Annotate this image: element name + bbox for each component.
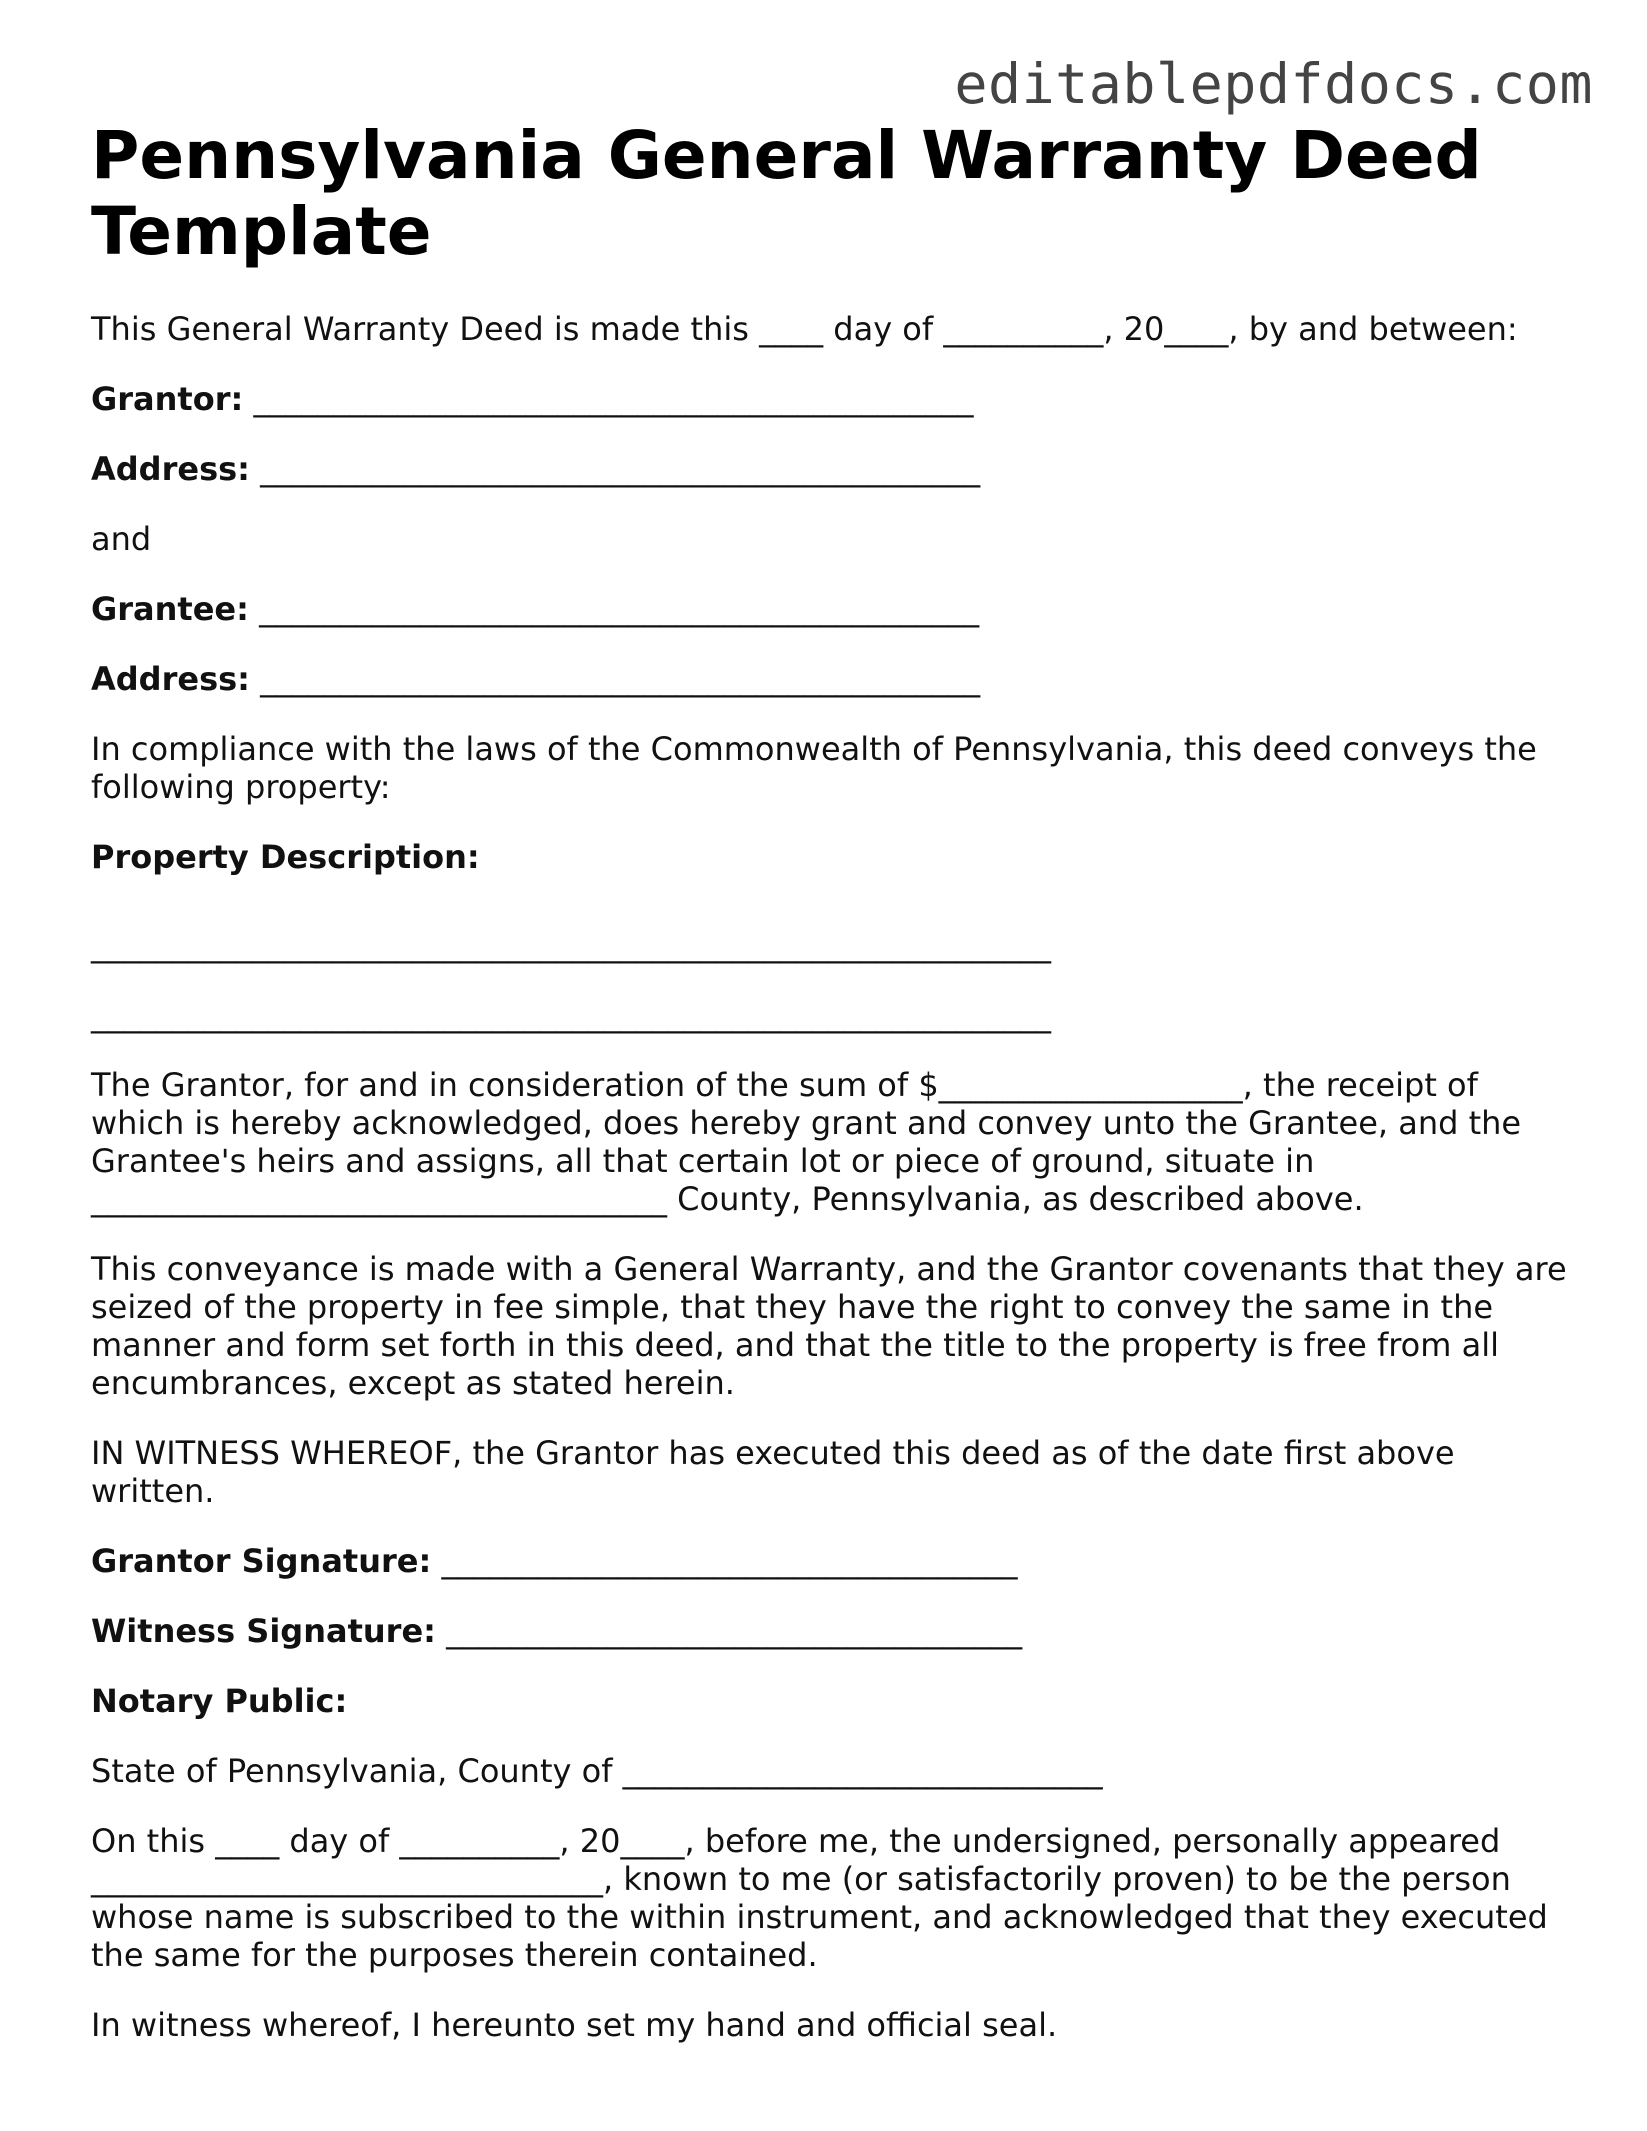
grantor-label: Grantor:: [91, 380, 244, 418]
intro-paragraph: This General Warranty Deed is made this ____ day of __________, 20____, by and between:: [91, 310, 1518, 348]
notary-label: Notary Public:: [91, 1682, 348, 1720]
witness-signature-field: [91, 1612, 1581, 1650]
property-line-1[interactable]: ____________________________________________________________: [91, 926, 1051, 964]
grantee-address-field: [91, 660, 1581, 698]
notary-seal-paragraph: In witness whereof, I hereunto set my hand and official seal.: [91, 2006, 1058, 2044]
grantor-address-label: Address:: [91, 450, 250, 488]
property-description-label: Property Description:: [91, 838, 480, 876]
document-title: Pennsylvania General Warranty Deed Template: [91, 117, 1482, 270]
and-text: and: [91, 520, 152, 558]
witness-whereof-paragraph: IN WITNESS WHEREOF, the Grantor has executed this deed as of the date first above written.: [91, 1434, 1465, 1510]
consideration-paragraph: The Grantor, for and in consideration of the sum of $___________________, the receipt of which is hereby acknowledged, does hereby grant and convey unto the Grantee, and the Grantee's heirs and assigns, all that certain lot or piece of ground, situate in ____________________________________ County, Pennsylvania, as described above.: [91, 1066, 1532, 1218]
deed-body: [91, 310, 1581, 2076]
compliance-paragraph: In compliance with the laws of the Commonwealth of Pennsylvania, this deed conveys the following property:: [91, 730, 1547, 806]
witness-signature-label: Witness Signature:: [91, 1612, 436, 1650]
property-line-2[interactable]: ____________________________________________________________: [91, 996, 1051, 1034]
grantor-field: [91, 380, 1581, 418]
grantor-address-blank[interactable]: _____________________________________________: [249, 450, 981, 488]
grantor-signature-blank[interactable]: ____________________________________: [431, 1542, 1018, 1580]
grantor-blank[interactable]: _____________________________________________: [243, 380, 974, 418]
grantor-address-field: [91, 450, 1581, 488]
notary-county-line: State of Pennsylvania, County of ______________________________: [91, 1752, 1103, 1790]
grantor-signature-label: Grantor Signature:: [91, 1542, 432, 1580]
grantee-blank[interactable]: _____________________________________________: [248, 590, 980, 628]
grantee-field: [91, 590, 1581, 628]
grantee-label: Grantee:: [91, 590, 249, 628]
warranty-paragraph: This conveyance is made with a General Warranty, and the Grantor covenants that they are seized of the property in fee simple, that they have the right to convey the same in the manner and form set forth in this deed, and that the title to the property is free from all encumbrances, except as stated herein.: [91, 1250, 1577, 1402]
witness-signature-blank[interactable]: ____________________________________: [435, 1612, 1023, 1650]
grantee-address-label: Address:: [91, 660, 250, 698]
property-description-heading: [91, 838, 1581, 876]
watermark-text: editablepdfdocs.com: [954, 52, 1593, 116]
grantor-signature-field: [91, 1542, 1581, 1580]
notary-acknowledgment-paragraph: On this ____ day of __________, 20____, before me, the undersigned, personally appeared ________________________________, known to me (or satisfactorily proven) to be the person whose name is subscribed to the within instrument, and acknowledged that they executed the same for the purposes therein contained.: [91, 1822, 1559, 1974]
notary-heading: [91, 1682, 1581, 1720]
grantee-address-blank[interactable]: _____________________________________________: [249, 660, 981, 698]
